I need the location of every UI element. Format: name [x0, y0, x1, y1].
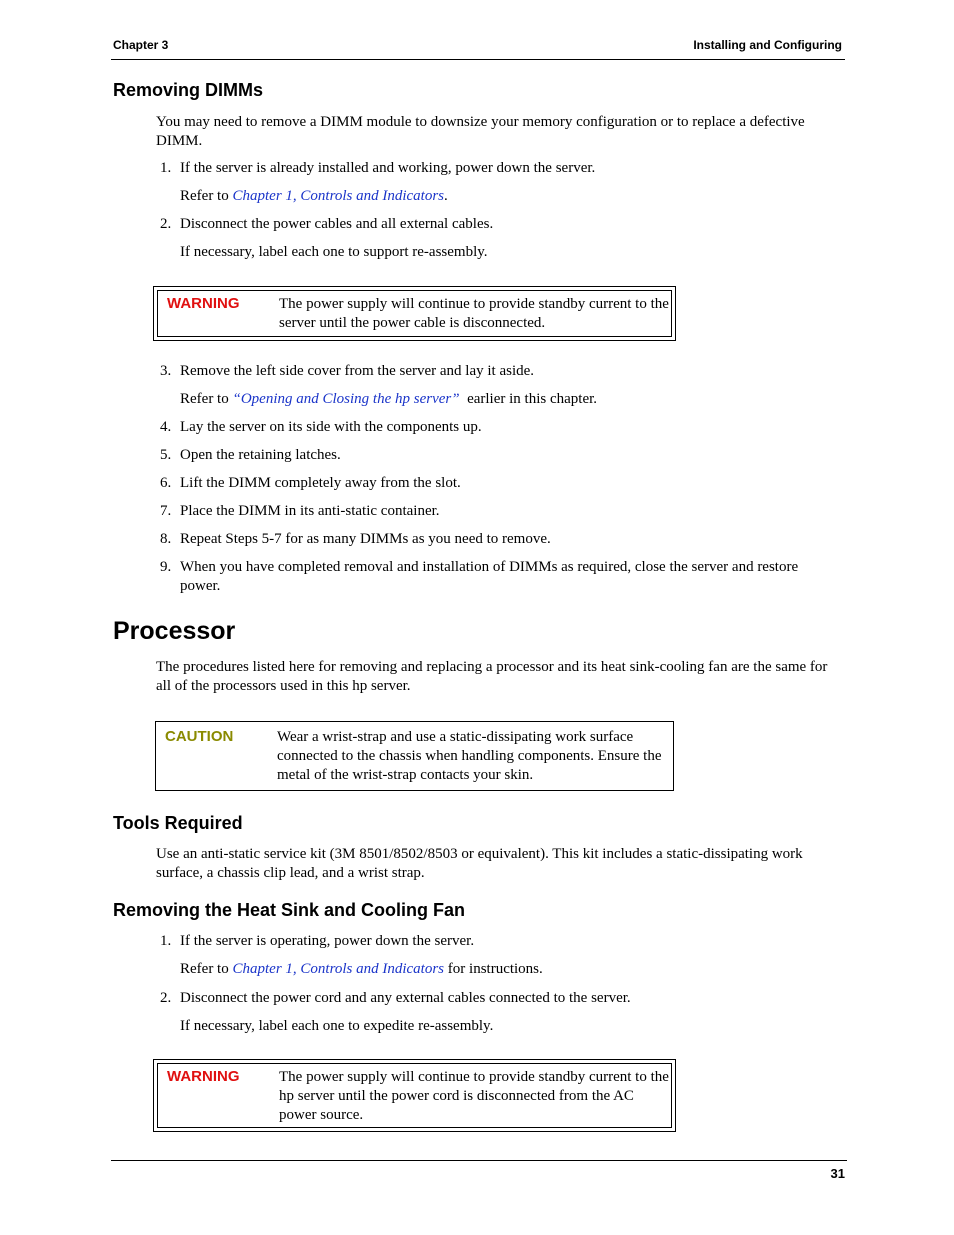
step-text: If the server is already installed and working, power down the server.	[180, 160, 596, 176]
warning-text: The power supply will continue to provide standby current to the server until the power cable is disconnected.	[279, 296, 669, 331]
step-number: 8.	[160, 531, 172, 547]
chapter-1-link[interactable]: Chapter 1, Controls and Indicators	[232, 961, 445, 977]
warning-box	[153, 1059, 676, 1132]
tools-paragraph: Use an anti-static service kit (3M 8501/8502/8503 or equivalent). This kit includes a static-dissipating work surface, a chassis clip lead, and a wrist strap.	[156, 846, 803, 881]
step-number: 2.	[160, 990, 172, 1006]
step-number: 4.	[160, 419, 172, 435]
ref-prefix: Refer to	[180, 391, 233, 407]
label-note: If necessary, label each one to expedite re-assembly.	[180, 1018, 494, 1034]
step-text: Open the retaining latches.	[180, 447, 341, 463]
step-text: Lay the server on its side with the components up.	[180, 419, 482, 435]
caution-label: CAUTION	[165, 728, 234, 745]
label-note: If necessary, label each one to support re-assembly.	[180, 244, 488, 260]
step-number: 1.	[160, 160, 172, 176]
section-heading-removing-dimms: Removing DIMMs	[113, 80, 264, 100]
step-number: 1.	[160, 933, 172, 949]
step-text: Disconnect the power cables and all external cables.	[180, 216, 494, 232]
chapter-1-link[interactable]: Chapter 1, Controls and Indicators	[232, 188, 445, 204]
header-rule	[111, 59, 845, 60]
warning-label: WARNING	[167, 1068, 240, 1085]
ref-prefix: Refer to	[180, 961, 233, 977]
intro-paragraph: You may need to remove a DIMM module to downsize your memory configuration or to replace a defective DIMM.	[156, 114, 805, 149]
processor-intro: The procedures listed here for removing and replacing a processor and its heat sink-cooling fan are the same for all of the processors used in this hp server.	[156, 659, 828, 694]
caution-box	[155, 721, 674, 791]
step-number: 2.	[160, 216, 172, 232]
reference-note	[180, 960, 840, 979]
step-text: Remove the left side cover from the server and lay it aside.	[180, 363, 535, 379]
ref-suffix: .	[444, 188, 448, 204]
ref-prefix: Refer to	[180, 188, 233, 204]
ref-suffix: for instructions.	[444, 961, 543, 977]
step-text: Disconnect the power cord and any external cables connected to the server.	[180, 990, 631, 1006]
caution-text: Wear a wrist-strap and use a static-dissipating work surface connected to the chassis when handling components. Ensure the metal of the wrist-strap contacts your skin.	[277, 729, 662, 783]
step-text: Place the DIMM in its anti-static container.	[180, 503, 440, 519]
step-text: Lift the DIMM completely away from the slot.	[180, 475, 461, 491]
reference-note	[180, 187, 840, 206]
warning-text: The power supply will continue to provide standby current to the hp server until the power cord is disconnected from the AC power source.	[279, 1069, 669, 1123]
running-header-title: Installing and Configuring	[693, 38, 842, 52]
warning-label: WARNING	[167, 295, 240, 312]
page-number: 31	[830, 1166, 845, 1181]
section-heading-processor: Processor	[113, 617, 236, 645]
section-heading-heat-sink: Removing the Heat Sink and Cooling Fan	[113, 900, 466, 920]
reference-note	[180, 390, 840, 409]
step-number: 9.	[160, 559, 172, 575]
step-number: 6.	[160, 475, 172, 491]
running-header-chapter: Chapter 3	[113, 38, 169, 52]
footer-rule	[111, 1160, 847, 1161]
opening-closing-link[interactable]: “Opening and Closing the hp server”	[232, 391, 460, 407]
ref-suffix: earlier in this chapter.	[459, 391, 598, 407]
step-text: If the server is operating, power down the server.	[180, 933, 475, 949]
step-number: 5.	[160, 447, 172, 463]
section-heading-tools-required: Tools Required	[113, 813, 243, 833]
warning-box	[153, 286, 676, 341]
step-number: 3.	[160, 363, 172, 379]
step-text: Repeat Steps 5-7 for as many DIMMs as you need to remove.	[180, 531, 551, 547]
step-text: When you have completed removal and installation of DIMMs as required, close the server and restore power.	[180, 559, 799, 594]
step-number: 7.	[160, 503, 172, 519]
